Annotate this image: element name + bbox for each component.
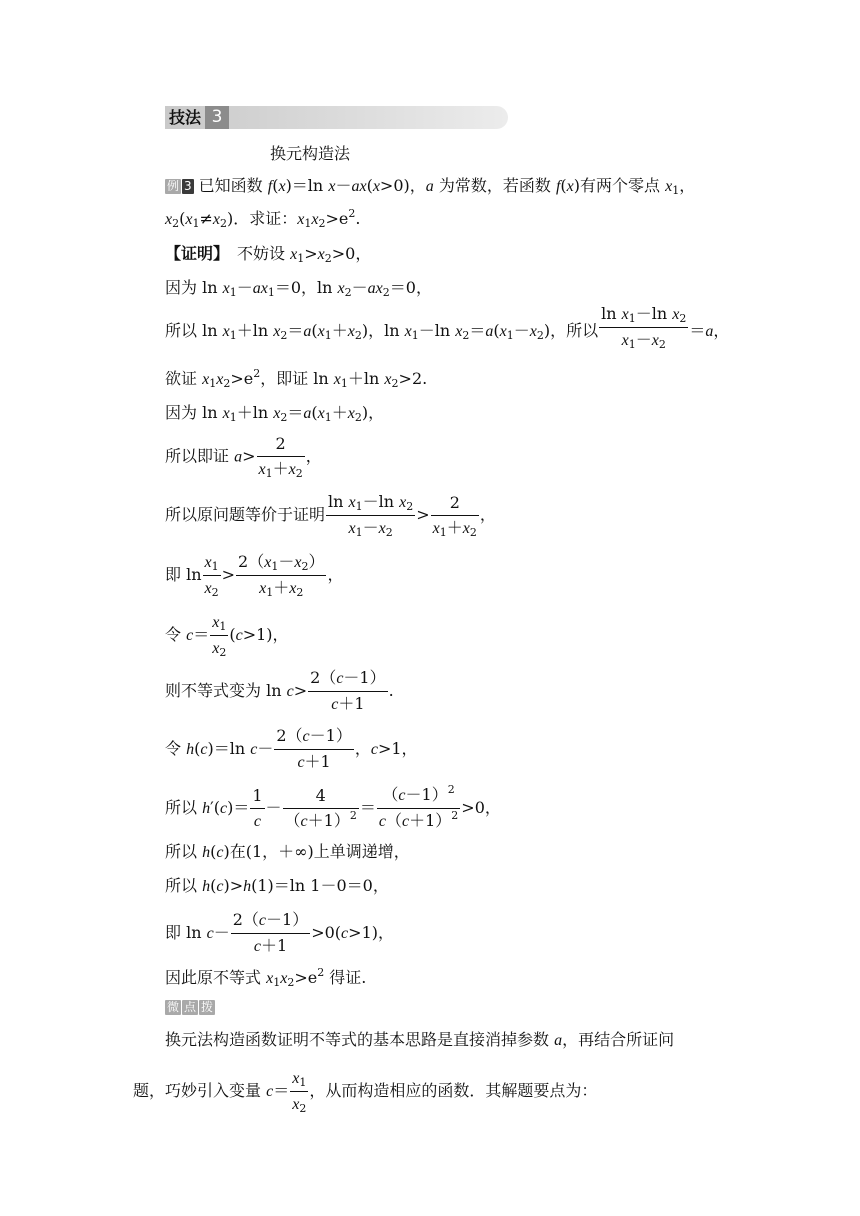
technique-label: 技法 [169,108,202,127]
proof-line-9: 令 c＝ $\frac{x_1}{x_2}$ (c>1)， [165,614,289,659]
proof-line-5: 因为 $\ln x_1+\ln$ $x_2=a(x_1+x_2)$， [165,403,385,424]
proof-line-6: 所以即证 a> $\frac{2}{x_1+x_2}$ ， [165,434,322,480]
tip-line-2: 题，巧妙引入变量 c＝ $\frac{x_1}{x_2}$ ，从而构造相应的函数．其解题要点为： [133,1070,598,1115]
proof-line-10: 则不等式变为 ln c> $\frac{2(c-1)}{c+1}$ . [165,668,394,713]
proof-label: 【证明】 [165,244,222,263]
proof-line-11: 令 h(c)＝ln c－ $\frac{2(c-1)}{c+1}$ ，c>1， [165,726,418,771]
section-subtitle: 换元构造法 [270,144,351,163]
proof-line-12: 所以 h′(c)＝ $\frac{1}{c}$ － $\frac{4}{(c+1)^2}$ ＝ $\frac{(c-1)^2}{c(c+1)^2}$ >0， [165,783,501,830]
example-tag: 例 3 [167,179,192,193]
proof-line-2: 因为 $\ln x_1-ax_1=0$，$\ln x_2-ax_2=0$， [165,278,432,299]
proof-line-8: 即 ln $\frac{x_1}{x_2}$ > $\frac{2(x_1-x_2)}{x_1+x_2}$ ， [165,552,344,599]
example-line-1: 例 3 已知函数 f(x)＝ln x－ax(x>0)，a 为常数，若函数 f(x)有两个零点 $x_1$， [167,176,696,197]
technique-number: 3 [205,106,229,129]
tip-line-1: 换元法构造函数证明不等式的基本思路是直接消掉参数 a，再结合所证问 [165,1030,675,1049]
tip-tag: 微 点 拨 [167,1000,214,1014]
example-line-2: $x_2(x_1\ne x_2)$．求证：$x_1x_2>e^2$. [165,207,361,230]
proof-line-15: 即 ln c－ $\frac{2(c-1)}{c+1}$ >0(c>1)， [165,910,394,955]
proof-line-7: 所以原问题等价于证明 $\frac{\ln x_1-\ln x_2}{x_1-x_2}$ > $\frac{2}{x_1+x_2}$ ， [165,492,496,539]
proof-line-16: 因此原不等式 $x_1x_2>e^2$ 得证. [165,966,367,989]
proof-line-3: 所以 $\ln x_1+\ln$ $x_2=a(x_1+x_2)$，$\ln x_1-\ln$ $x_2=a(x_1-x_2)$，所以 $\frac{\ln x_1-\ln x_2}{x_1-x_2}$ ＝a， [165,304,730,351]
technique-banner [165,106,508,129]
proof-line-13: 所以 h(c)在(1，＋∞)上单调递增， [165,842,410,861]
proof-line-1: 【证明】 不妨设 $x_1>x_2>0$， [165,244,372,265]
proof-line-4: 欲证 $x_1x_2>e^2$，即证 $\ln x_1+\ln$ $x_2>2$. [165,367,428,390]
proof-line-14: 所以 h(c)>h(1)＝ln 1－0＝0， [165,876,389,895]
